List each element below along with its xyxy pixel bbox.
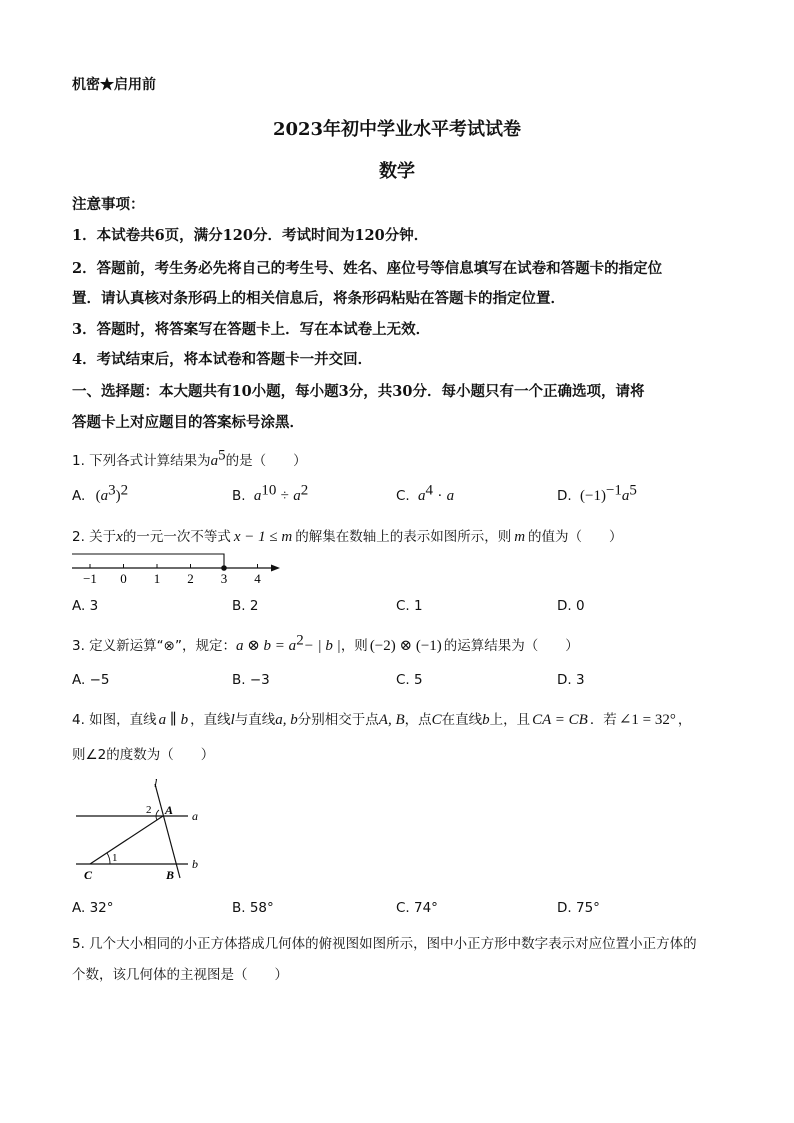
label-angle-2: 2 <box>146 804 152 816</box>
q2-option-c[interactable]: C. 1 <box>396 598 423 614</box>
geometry-figure <box>70 774 220 886</box>
section-heading-cont: 答题卡上对应题目的答案标号涂黑． <box>72 414 304 431</box>
q1-option-d[interactable]: D. $(-1)^{-1}a^5$ <box>557 482 637 504</box>
q2-option-d[interactable]: D. 0 <box>557 598 585 614</box>
label-a: a <box>192 809 198 823</box>
number-line-label: 0 <box>120 571 127 586</box>
number-line-label: 3 <box>220 571 228 586</box>
q1-text-pre: 1. 下列各式计算结果为 <box>72 453 211 469</box>
label-b: b <box>192 857 198 871</box>
label-point-a: A <box>165 803 174 817</box>
q4-option-c[interactable]: C. 74° <box>396 900 438 916</box>
question-3: 3. 定义新运算“⊗”，规定：a ⊗ $b = a^2-$ | b |，则 (−2) ⊗ (−1) 的运算结果为（ ） <box>72 632 579 654</box>
notice-item-3: 3．答题时，将答案写在答题卡上．写在本试卷上无效． <box>72 321 431 338</box>
q3-option-c[interactable]: C. 5 <box>396 672 423 688</box>
number-line-label: 1 <box>153 571 161 586</box>
q1-var: a <box>210 453 219 469</box>
question-1 <box>72 449 307 470</box>
notice-item-2-cont: 置．请认真核对条形码上的相关信息后，将条形码粘贴在答题卡的指定位置． <box>72 290 565 307</box>
q1-option-a[interactable]: A. $(a^3)^2$ <box>72 482 129 504</box>
q3-option-b[interactable]: B. −3 <box>232 672 270 688</box>
angle-1-arc <box>107 853 110 864</box>
label-point-b: B <box>166 868 175 882</box>
q2-option-b[interactable]: B. 2 <box>232 598 259 614</box>
label-point-c: C <box>84 868 93 882</box>
notice-item-1: 1．本试卷共6页，满分120分．考试时间为120分钟． <box>72 227 429 244</box>
q4-option-d[interactable]: D. 75° <box>557 900 600 916</box>
q1-option-c[interactable]: C. $a^4 \cdot a$ <box>396 482 455 504</box>
label-l: l <box>154 776 158 790</box>
solution-set-bracket <box>72 554 224 568</box>
question-4: 4. 如图，直线 a ∥ b ，直线l与直线a, b分别相交于点A, B，点C在直线b上，且 CA = CB ．若 ∠1 = 32° ， <box>72 712 692 728</box>
q3-option-a[interactable]: A. −5 <box>72 672 110 688</box>
q3-option-d[interactable]: D. 3 <box>557 672 585 688</box>
subject-title: 数学 <box>379 161 415 182</box>
notice-heading: 注意事项： <box>72 196 145 213</box>
q4-option-a[interactable]: A. 32° <box>72 900 114 916</box>
number-line-label: −1 <box>83 571 97 586</box>
label-angle-1: 1 <box>112 852 118 864</box>
exam-title: 2023年初中学业水平考试试卷 <box>272 119 522 140</box>
number-line-label: 4 <box>254 571 261 586</box>
q1-text-post: 的是（ ） <box>225 453 307 469</box>
question-4-cont: 则∠2的度数为（ ） <box>72 747 215 763</box>
question-5-cont: 个数，该几何体的主视图是（ ） <box>72 967 288 983</box>
q1-exp: 5 <box>218 447 226 464</box>
notice-item-4: 4．考试结束后，将本试卷和答题卡一并交回． <box>72 351 373 368</box>
number-line-label: 2 <box>187 571 194 586</box>
section-heading: 一、选择题：本大题共有10小题，每小题3分，共30分．每小题只有一个正确选项，请将 <box>72 383 645 400</box>
number-line-figure <box>68 548 288 588</box>
q2-option-a[interactable]: A. 3 <box>72 598 99 614</box>
segment-ca <box>90 816 163 864</box>
question-5: 5. 几个大小相同的小正方体搭成几何体的俯视图如图所示，图中小正方形中数字表示对应位置小正方体的 <box>72 936 697 952</box>
confidential-label: 机密★启用前 <box>72 77 156 93</box>
notice-item-2: 2．答题前，考生务必先将自己的考生号、姓名、座位号等信息填写在试卷和答题卡的指定位 <box>72 260 663 277</box>
q4-option-b[interactable]: B. 58° <box>232 900 274 916</box>
q1-option-b[interactable]: B. $a^{10} \div a^2$ <box>232 482 309 504</box>
number-line-arrow <box>271 565 280 572</box>
question-2: 2. 关于x的一元一次不等式 x − 1 ≤ m 的解集在数轴上的表示如图所示，则 m 的值为（ ） <box>72 529 623 545</box>
